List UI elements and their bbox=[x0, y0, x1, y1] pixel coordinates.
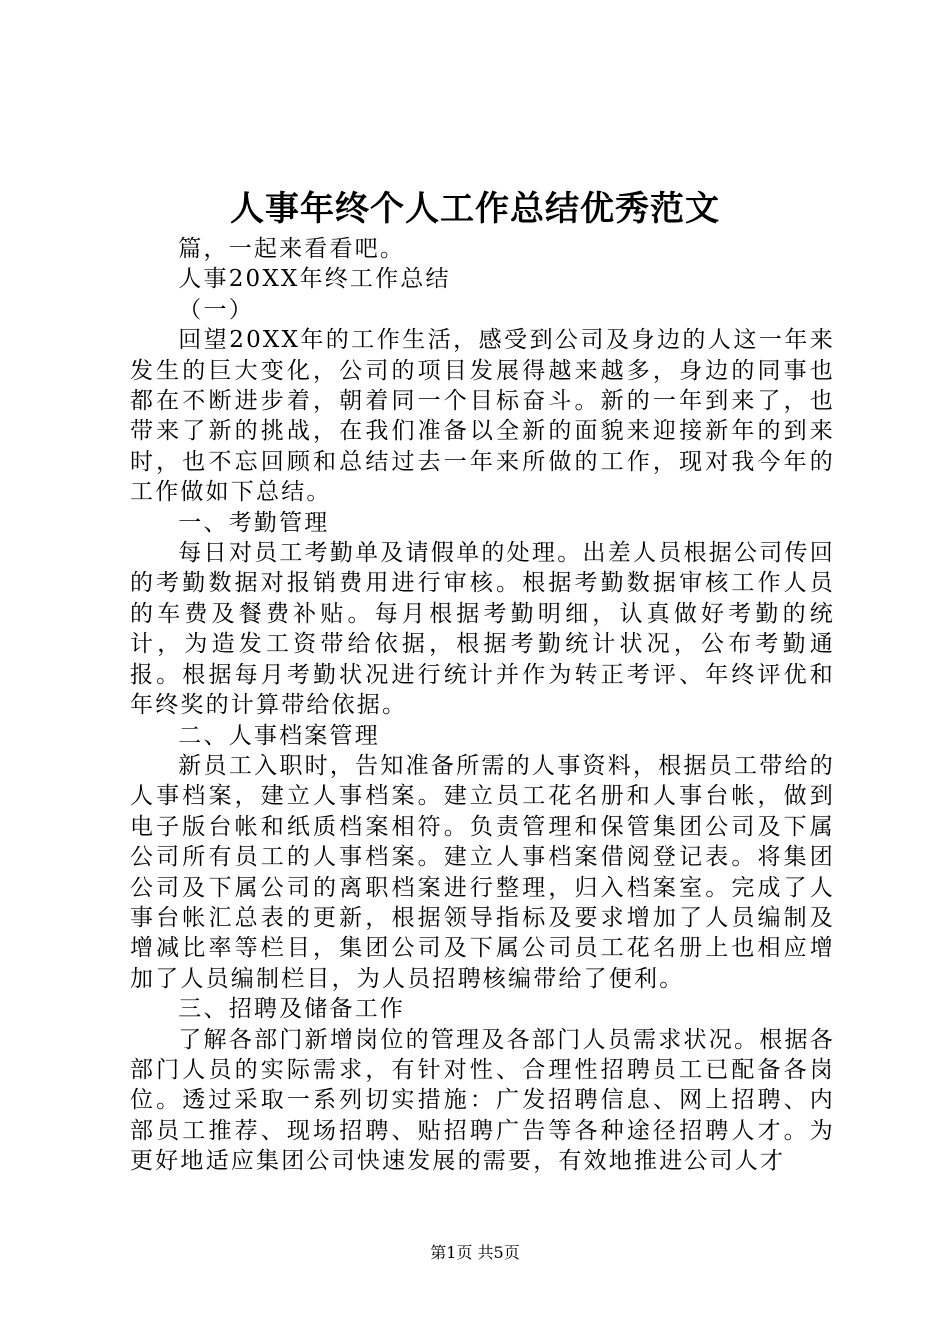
page-number-footer: 第1页 共5页 bbox=[430, 1243, 520, 1262]
document-title: 人事年终个人工作总结优秀范文 bbox=[230, 189, 720, 229]
paragraph-attendance: 每日对员工考勤单及请假单的处理。出差人员根据公司传回的考勤数据对报销费用进行审核。根据考勤数据审核工作人员的车费及餐费补贴。每月根据考勤明细，认真做好考勤的统计，为造发工资带给依据，根据考勤统计状况，公布考勤通报。根据每月考勤状况进行统计并作为转正考评、年终评优和年终奖的计算带给依据。 bbox=[130, 540, 835, 719]
section-heading-personnel-files: 二、人事档案管理 bbox=[178, 722, 380, 749]
paragraph-personnel-files: 新员工入职时，告知准备所需的人事资料，根据员工带给的人事档案，建立人事档案。建立员工花名册和人事台帐，做到电子版台帐和纸质档案相符。负责管理和保管集团公司及下属公司所有员工的人事档案。建立人事档案借阅登记表。将集团公司及下属公司的离职档案进行整理，归入档案室。完成了人事台帐汇总表的更新，根据领导指标及要求增加了人员编制及增减比率等栏目，集团公司及下属公司员工花名册上也相应增加了人员编制栏目，为人员招聘核编带给了便利。 bbox=[130, 752, 835, 992]
paragraph-section-number: （一） bbox=[178, 296, 254, 323]
paragraph-recruitment: 了解各部门新增岗位的管理及各部门人员需求状况。根据各部门人员的实际需求，有针对性、合理性招聘员工已配备各岗位。透过采取一系列切实措施：广发招聘信息、网上招聘、内部员工推荐、现场招聘、贴招聘广告等各种途径招聘人才。为更好地适应集团公司快速发展的需要，有效地推进公司人才 bbox=[130, 1026, 835, 1175]
paragraph-intro: 篇，一起来看看吧。 bbox=[178, 236, 406, 262]
paragraph-subtitle: 人事20XX年终工作总结 bbox=[178, 266, 451, 293]
document-body bbox=[130, 234, 835, 1177]
section-heading-attendance: 一、考勤管理 bbox=[178, 509, 330, 536]
section-heading-recruitment: 三、招聘及储备工作 bbox=[178, 996, 406, 1023]
paragraph-overview: 回望20XX年的工作生活，感受到公司及身边的人这一年来发生的巨大变化，公司的项目发展得越来越多，身边的同事也都在不断进步着，朝着同一个目标奋斗。新的一年到来了，也带来了新的挑战，在我们准备以全新的面貌来迎接新年的到来时，也不忘回顾和总结过去一年来所做的工作，现对我今年的工作做如下总结。 bbox=[130, 327, 835, 506]
